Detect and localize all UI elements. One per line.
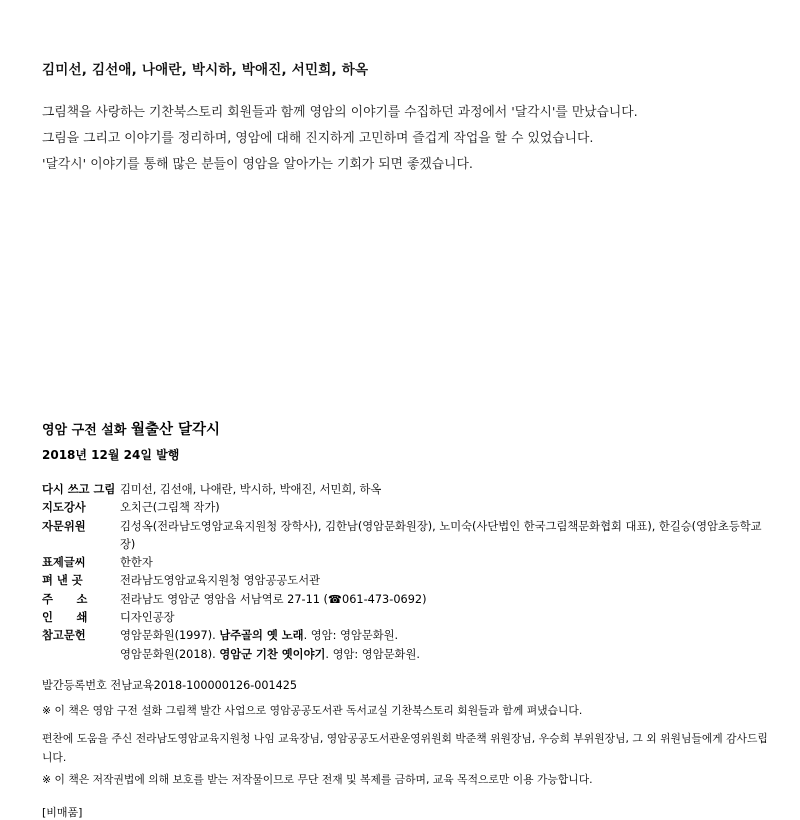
publication-date: 2018년 12월 24일 발행 (42, 448, 180, 462)
credit-row (42, 554, 772, 572)
registration-number: 발간등록번호 전남교육2018-100000126-001425 (42, 678, 297, 692)
intro-paragraph (42, 100, 762, 179)
credit-label: 표제글씨 (42, 556, 86, 570)
credit-row (42, 609, 772, 627)
credit-value: 디자인공장 (120, 611, 175, 625)
colophon-title (42, 418, 772, 439)
note-line-1: ※ 이 책은 영암 구전 설화 그림책 발간 사업으로 영암공공도서관 독서교실 기찬북스토리 회원들과 함께 펴냈습니다. (42, 703, 583, 717)
credits-table (42, 481, 772, 664)
credit-label: 주 소 (42, 592, 88, 606)
credit-label: 참고문헌 (42, 629, 86, 643)
top-credit-block (42, 58, 762, 179)
credit-label: 펴 낸 곳 (42, 574, 83, 588)
note-line-2: 편찬에 도움을 주신 전라남도영암교육지원청 나임 교육장님, 영암공공도서관운영위원회 박준책 위원장님, 우승희 부위원장님, 그 외 위원님들에게 감사드립니다. (42, 731, 768, 764)
credit-value: 김성옥(전라남도영암교육지원청 장학사), 김한남(영암문화원장), 노미숙(사단법인 한국그림책문화협회 대표), 한길승(영암초등학교장) (120, 519, 762, 551)
colophon-title-small: 영암 구전 설화 (42, 423, 127, 438)
credit-row (42, 499, 772, 517)
credit-label: 다시 쓰고 그림 (42, 483, 116, 496)
colophon-block (42, 418, 772, 820)
credit-label: 자문위원 (42, 519, 86, 533)
intro-line-3: '달각시' 이야기를 통해 많은 분들이 영암을 알아가는 기회가 되면 좋겠습니다. (42, 157, 473, 173)
note-line-3: ※ 이 책은 저작권법에 의해 보호를 받는 저작물이므로 무단 전재 및 복제를 금하며, 교육 목적으로만 이용 가능합니다. (42, 772, 593, 786)
credit-value: 한한자 (120, 556, 153, 570)
intro-line-2: 그림을 그리고 이야기를 정리하며, 영암에 대해 진지하게 고민하며 즐겁게 작업을 할 수 있었습니다. (42, 131, 594, 147)
credit-label: 지도강사 (42, 501, 86, 515)
credit-row (42, 591, 772, 609)
reference-entry-1: 영암문화원(1997). 남주골의 옛 노래. 영암: 영암문화원. (120, 629, 399, 643)
credit-value: 전라남도영암교육지원청 영암공공도서관 (120, 574, 321, 588)
credit-label: 인 쇄 (42, 611, 88, 625)
reference-entry-2: 영암문화원(2018). 영암군 기찬 옛이야기. 영암: 영암문화원. (120, 647, 420, 661)
credit-row (42, 481, 772, 499)
credit-value: 오치근(그림책 작가) (120, 501, 220, 515)
authors-line: 김미선, 김선애, 나애란, 박시하, 박애진, 서민희, 하옥 (42, 62, 369, 78)
credit-value: 전라남도 영암군 영암읍 서남역로 27-11 (☎061-473-0692) (120, 592, 427, 606)
credit-row (42, 518, 772, 555)
credit-value: 김미선, 김선애, 나애란, 박시하, 박애진, 서민희, 하옥 (120, 483, 382, 496)
credit-value (120, 627, 772, 664)
not-for-sale-mark: [비매품] (42, 805, 83, 819)
colophon-title-big: 월출산 달각시 (130, 422, 221, 438)
credit-row-references (42, 627, 772, 664)
credit-row (42, 572, 772, 590)
intro-line-1: 그림책을 사랑하는 기찬북스토리 회원들과 함께 영암의 이야기를 수집하던 과정에서 '달각시'를 만났습니다. (42, 105, 638, 120)
